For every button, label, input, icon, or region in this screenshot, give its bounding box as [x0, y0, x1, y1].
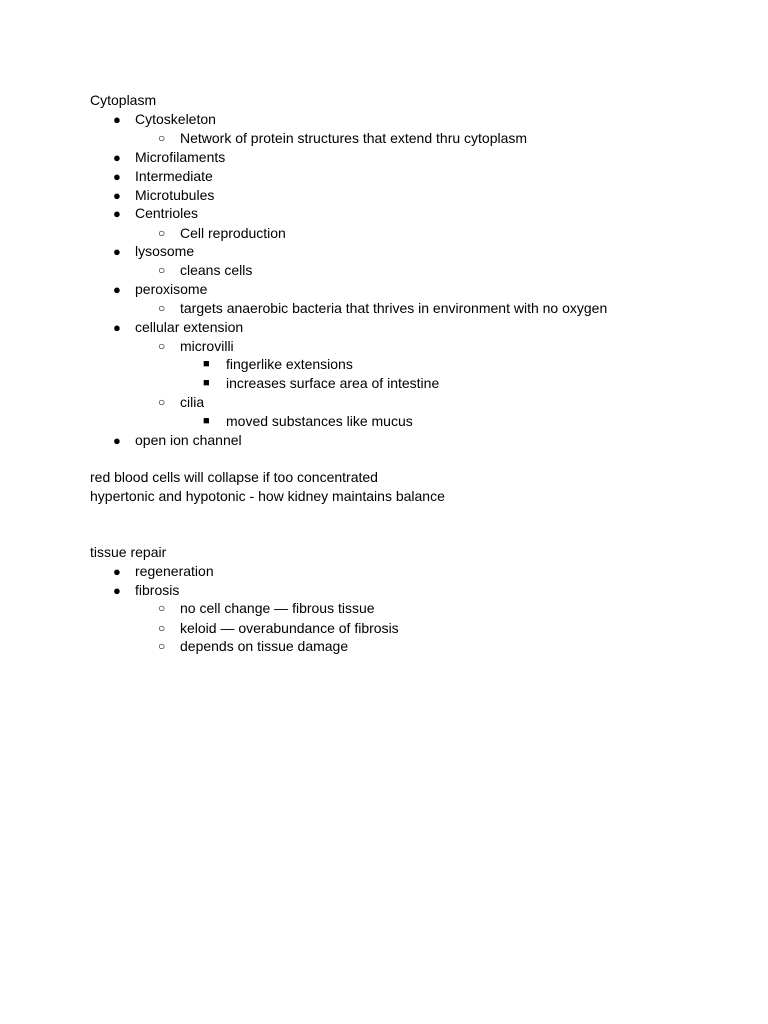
list-item-text: no cell change — fibrous tissue: [180, 600, 375, 616]
list-item-text: fibrosis: [135, 582, 180, 598]
circle-bullet-icon: ○: [158, 621, 166, 635]
list-item-text: Centrioles: [135, 205, 199, 221]
bullet-icon: ●: [113, 433, 121, 448]
list-item-text: moved substances like mucus: [226, 413, 413, 429]
bullet-icon: ●: [113, 188, 121, 203]
list-item-text: cleans cells: [180, 262, 253, 278]
list-item-text: cilia: [180, 394, 205, 410]
list-item-text: microvilli: [180, 338, 234, 354]
bullet-icon: ●: [113, 112, 121, 127]
list-item-text: lysosome: [135, 243, 195, 259]
list-item-text: open ion channel: [135, 432, 242, 448]
bullet-icon: ●: [113, 564, 121, 579]
circle-bullet-icon: ○: [158, 639, 166, 653]
bullet-icon: ●: [113, 206, 121, 221]
circle-bullet-icon: ○: [158, 601, 166, 615]
list-item-text: depends on tissue damage: [180, 638, 349, 654]
paragraph-text: hypertonic and hypotonic - how kidney maintains balance: [90, 488, 445, 504]
bullet-icon: ●: [113, 320, 121, 335]
list-item-text: Microtubules: [135, 187, 215, 203]
list-item-text: fingerlike extensions: [226, 356, 353, 372]
bullet-icon: ●: [113, 583, 121, 598]
list-item-text: cellular extension: [135, 319, 244, 335]
list-item-text: keloid — overabundance of fibrosis: [180, 620, 399, 636]
square-bullet-icon: ■: [203, 358, 210, 370]
square-bullet-icon: ■: [203, 377, 210, 389]
bullet-icon: ●: [113, 282, 121, 297]
list-item-text: Intermediate: [135, 168, 213, 184]
circle-bullet-icon: ○: [158, 301, 166, 315]
bullet-icon: ●: [113, 150, 121, 165]
heading-text: tissue repair: [90, 544, 167, 560]
heading-text: Cytoplasm: [90, 92, 157, 108]
circle-bullet-icon: ○: [158, 339, 166, 353]
circle-bullet-icon: ○: [158, 395, 166, 409]
list-item-text: Network of protein structures that extend thru cytoplasm: [180, 130, 528, 146]
bullet-icon: ●: [113, 169, 121, 184]
list-item-text: targets anaerobic bacteria that thrives in environment with no oxygen: [180, 300, 608, 316]
circle-bullet-icon: ○: [158, 226, 166, 240]
square-bullet-icon: ■: [203, 415, 210, 427]
circle-bullet-icon: ○: [158, 263, 166, 277]
list-item-text: peroxisome: [135, 281, 208, 297]
list-item-text: increases surface area of intestine: [226, 375, 440, 391]
list-item-text: regeneration: [135, 563, 214, 579]
list-item-text: Microfilaments: [135, 149, 226, 165]
list-item-text: Cell reproduction: [180, 225, 286, 241]
bullet-icon: ●: [113, 244, 121, 259]
paragraph-text: red blood cells will collapse if too concentrated: [90, 469, 378, 485]
circle-bullet-icon: ○: [158, 131, 166, 145]
list-item-text: Cytoskeleton: [135, 111, 216, 127]
